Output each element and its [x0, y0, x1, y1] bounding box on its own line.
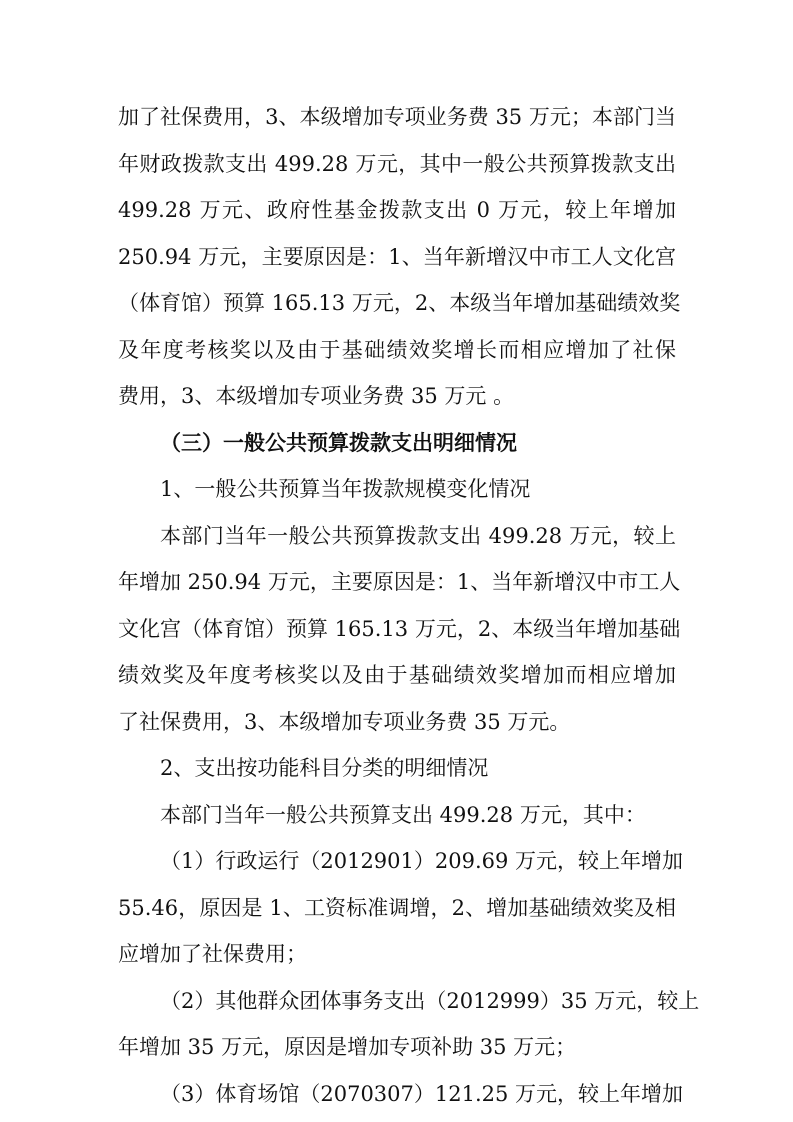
list-item-line: （1）行政运行（2012901）209.69 万元，较上年增加 — [160, 849, 684, 873]
paragraph-line: 费用，3、本级增加专项业务费 35 万元 。 — [118, 384, 515, 408]
paragraph-line: 了社保费用，3、本级增加专项业务费 35 万元。 — [118, 710, 571, 734]
list-item-line: 年增加 35 万元，原因是增加专项补助 35 万元； — [118, 1035, 577, 1059]
list-item-line: （3）体育场馆（2070307）121.25 万元，较上年增加 — [160, 1082, 684, 1106]
subsection-heading: 2、支出按功能科目分类的明细情况 — [160, 756, 489, 780]
paragraph-line: 加了社保费用，3、本级增加专项业务费 35 万元；本部门当 — [118, 105, 676, 129]
paragraph-line: 250.94 万元，主要原因是：1、当年新增汉中市工人文化宫 — [118, 245, 676, 269]
paragraph-line: 及年度考核奖以及由于基础绩效奖增长而相应增加了社保 — [118, 338, 676, 362]
list-item-line: 应增加了社保费用； — [118, 942, 307, 966]
paragraph-line: 年增加 250.94 万元，主要原因是：1、当年新增汉中市工人 — [118, 570, 681, 594]
section-heading: （三）一般公共预算拨款支出明细情况 — [160, 431, 517, 455]
paragraph-line: （体育馆）预算 165.13 万元，2、本级当年增加基础绩效奖 — [118, 291, 681, 315]
paragraph-line: 499.28 万元、政府性基金拨款支出 0 万元，较上年增加 — [118, 198, 676, 222]
paragraph-line: 绩效奖及年度考核奖以及由于基础绩效奖增加而相应增加 — [118, 663, 676, 687]
paragraph-line: 文化宫（体育馆）预算 165.13 万元，2、本级当年增加基础 — [118, 617, 681, 641]
paragraph-line: 本部门当年一般公共预算支出 499.28 万元，其中： — [160, 803, 646, 827]
list-item-line: 55.46，原因是 1、工资标准调增，2、增加基础绩效奖及相 — [118, 896, 676, 920]
subsection-heading: 1、一般公共预算当年拨款规模变化情况 — [160, 477, 531, 501]
paragraph-line: 年财政拨款支出 499.28 万元，其中一般公共预算拨款支出 — [118, 152, 676, 176]
list-item-line: （2）其他群众团体事务支出（2012999）35 万元，较上 — [160, 989, 700, 1013]
paragraph-line: 本部门当年一般公共预算拨款支出 499.28 万元，较上 — [160, 524, 676, 548]
